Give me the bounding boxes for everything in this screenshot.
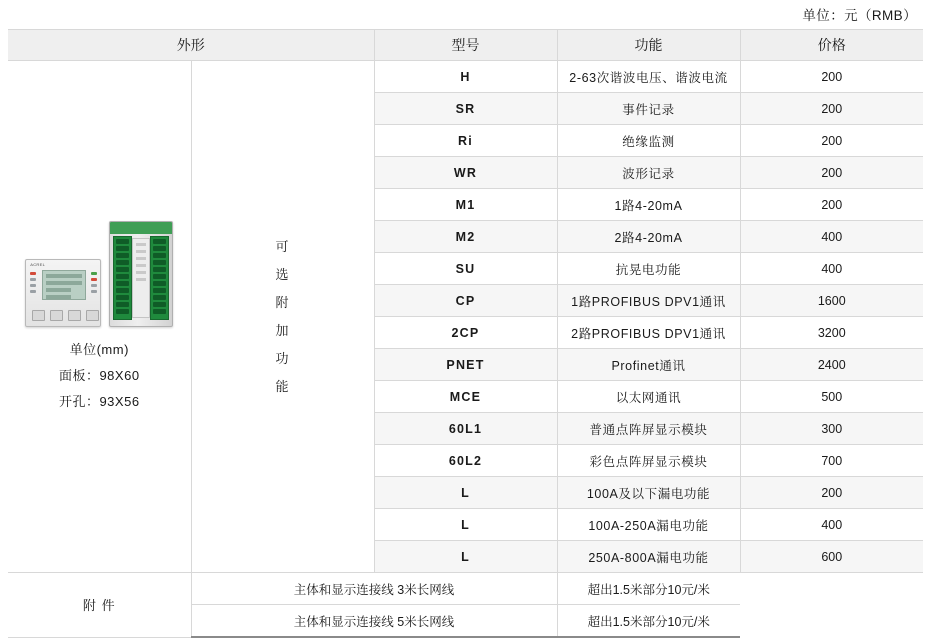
group-label-char: 附 — [82, 598, 97, 614]
cell-model: PNET — [374, 349, 557, 381]
group-label-char: 选 — [275, 266, 290, 282]
cell-price: 超出1.5米部分10元/米 — [557, 605, 740, 638]
cell-function: 主体和显示连接线 3米长网线 — [191, 573, 557, 605]
cell-model: SR — [374, 93, 557, 125]
group-label-char: 能 — [275, 378, 290, 394]
cell-function: 以太网通讯 — [557, 381, 740, 413]
cell-function: 抗晃电功能 — [557, 253, 740, 285]
cell-model: Ri — [374, 125, 557, 157]
accessory-row — [8, 573, 923, 605]
cell-function: 100A及以下漏电功能 — [557, 477, 740, 509]
group-label-char: 加 — [275, 322, 290, 338]
cell-price: 200 — [740, 157, 923, 189]
cell-price: 200 — [740, 93, 923, 125]
cell-price: 300 — [740, 413, 923, 445]
cell-model: L — [374, 541, 557, 573]
group-label-optional — [191, 61, 374, 573]
product-image-cell — [8, 61, 191, 573]
table-row — [8, 61, 923, 93]
cell-function: 250A-800A漏电功能 — [557, 541, 740, 573]
cell-price: 2400 — [740, 349, 923, 381]
cell-price: 600 — [740, 541, 923, 573]
header-model: 型号 — [374, 30, 557, 61]
cell-model: M2 — [374, 221, 557, 253]
cell-price: 200 — [740, 61, 923, 93]
cell-model: M1 — [374, 189, 557, 221]
cell-price: 200 — [740, 125, 923, 157]
cell-price: 400 — [740, 509, 923, 541]
cell-model: SU — [374, 253, 557, 285]
image-caption-cutout: 开孔：93X56 — [58, 393, 140, 409]
header-row — [8, 30, 923, 61]
cell-price: 1600 — [740, 285, 923, 317]
cell-model: H — [374, 61, 557, 93]
cell-function: 2路4-20mA — [557, 221, 740, 253]
cell-function: 绝缘监测 — [557, 125, 740, 157]
cell-price: 400 — [740, 221, 923, 253]
cell-model: 60L2 — [374, 445, 557, 477]
table-body — [8, 61, 923, 638]
header-function: 功能 — [557, 30, 740, 61]
cell-function: 波形记录 — [557, 157, 740, 189]
cell-function: 普通点阵屏显示模块 — [557, 413, 740, 445]
cell-function: 2路PROFIBUS DPV1通讯 — [557, 317, 740, 349]
pricing-table — [8, 29, 923, 638]
cell-function: 主体和显示连接线 5米长网线 — [191, 605, 557, 638]
panel-meter-image: ACREL — [25, 259, 101, 327]
image-caption-unit: 单位(mm) — [69, 341, 129, 357]
cell-price: 超出1.5米部分10元/米 — [557, 573, 740, 605]
cell-price: 700 — [740, 445, 923, 477]
cell-function: 1路4-20mA — [557, 189, 740, 221]
cell-model: CP — [374, 285, 557, 317]
image-caption-panel: 面板：98X60 — [58, 367, 140, 383]
group-label-char: 附 — [275, 294, 290, 310]
table-header — [8, 30, 923, 61]
cell-function: 1路PROFIBUS DPV1通讯 — [557, 285, 740, 317]
cell-model: 2CP — [374, 317, 557, 349]
cell-function: 2-63次谐波电压、谐波电流 — [557, 61, 740, 93]
cell-model: L — [374, 477, 557, 509]
cell-model: L — [374, 509, 557, 541]
product-photos — [25, 215, 173, 327]
header-shape: 外形 — [8, 30, 374, 61]
unit-note: 单位：元（RMB） — [802, 8, 917, 23]
cell-price: 500 — [740, 381, 923, 413]
cell-function: 事件记录 — [557, 93, 740, 125]
cell-function: 100A-250A漏电功能 — [557, 509, 740, 541]
cell-function: Profinet通讯 — [557, 349, 740, 381]
cell-model: 60L1 — [374, 413, 557, 445]
group-label-accessory — [8, 573, 191, 638]
header-price: 价格 — [740, 30, 923, 61]
cell-price: 400 — [740, 253, 923, 285]
cell-model: WR — [374, 157, 557, 189]
cell-model: MCE — [374, 381, 557, 413]
group-label-char: 可 — [275, 238, 290, 254]
cell-price: 200 — [740, 189, 923, 221]
cell-function: 彩色点阵屏显示模块 — [557, 445, 740, 477]
din-module-image — [109, 221, 173, 327]
group-label-char: 件 — [101, 598, 116, 614]
cell-price: 200 — [740, 477, 923, 509]
cell-price: 3200 — [740, 317, 923, 349]
group-label-char: 功 — [275, 350, 290, 366]
